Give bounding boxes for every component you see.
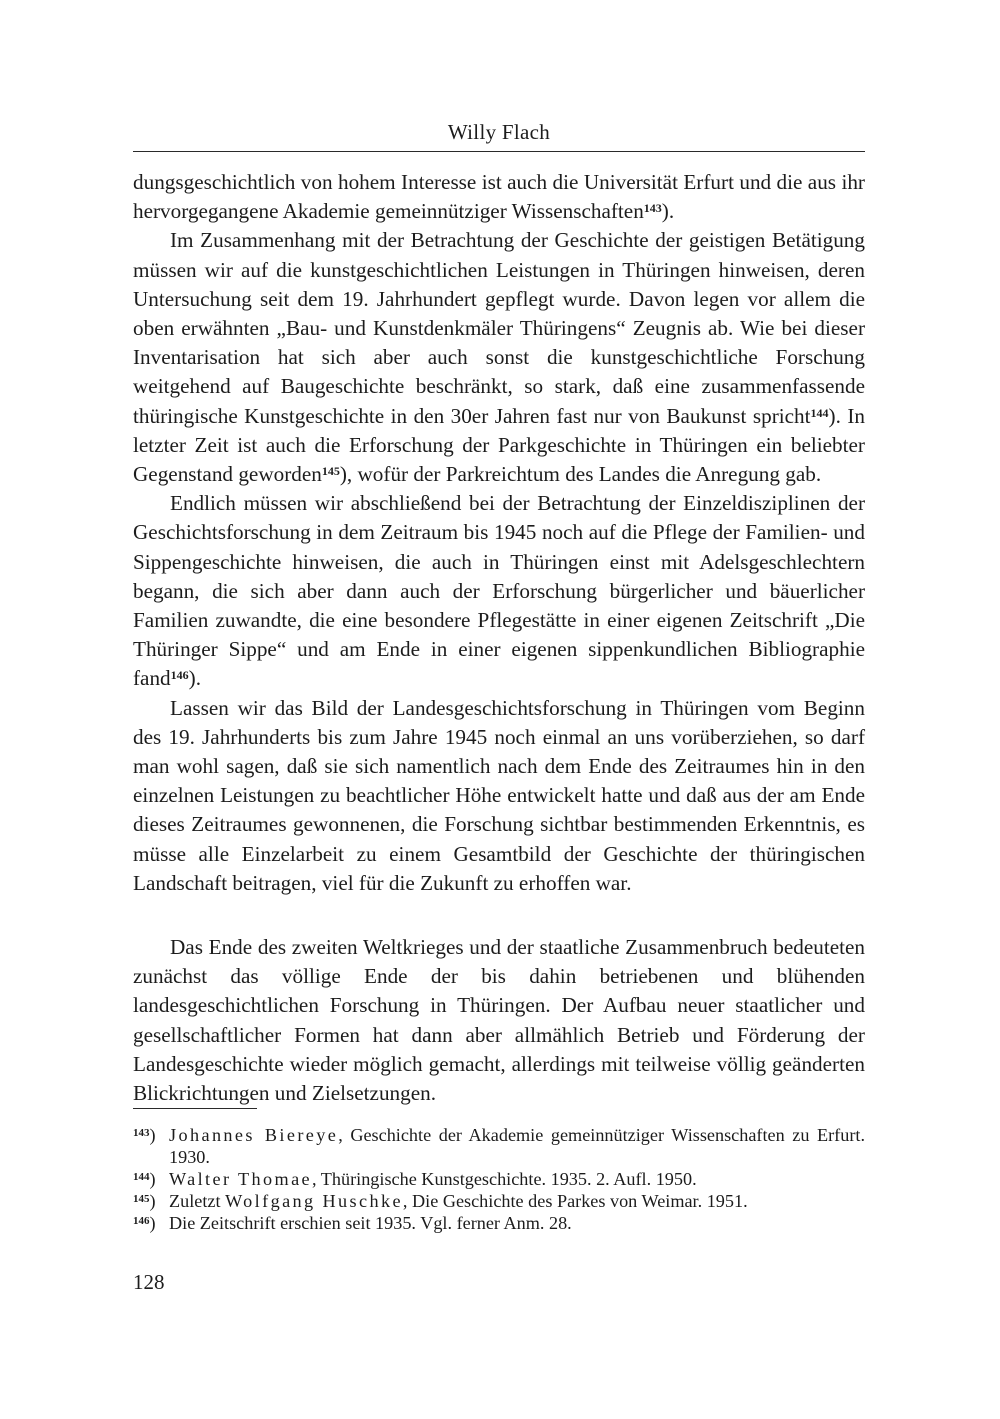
footnote-paren: ) bbox=[149, 1125, 156, 1145]
paragraph bbox=[133, 933, 865, 1108]
footnote-number-digits: 143 bbox=[133, 1127, 150, 1139]
text-run: , Thüringische Kunstgeschichte. 1935. 2. Aufl. 1950. bbox=[312, 1169, 697, 1189]
footnote bbox=[133, 1212, 865, 1234]
author-name: Johannes Biereye bbox=[169, 1125, 339, 1145]
footnote-reference: 144 bbox=[810, 405, 829, 420]
footnote-reference: 145 bbox=[321, 464, 340, 479]
footnote-number bbox=[133, 1168, 156, 1190]
paragraph bbox=[133, 226, 865, 489]
text-run: Im Zusammenhang mit der Betrachtung der Geschichte der geistigen Betätigung müssen wir auf die kunstgeschichtlichen Leistungen in Thüringen hinweisen, deren Untersuchung seit dem 19. Jahrhundert gepflegt wurde. Davon legen vor allem die oben erwähnten „Bau- und Kunstdenkmäler Thüringens“ Zeugnis ab. Wie bei dieser Inventarisation hat sich aber auch sonst die kunstgeschichtliche Forschung weitgehend auf Baugeschichte beschränkt, so stark, daß eine zusammenfassende thüringische Kunstgeschichte in den 30er Jahren fast nur von Baukunst spricht bbox=[133, 228, 865, 428]
footnote-number bbox=[133, 1190, 156, 1212]
text-run: Die Zeitschrift erschien seit 1935. Vgl. ferner Anm. 28. bbox=[169, 1213, 572, 1233]
footnote-number bbox=[133, 1212, 156, 1234]
footnote bbox=[133, 1124, 865, 1168]
footnote-paren: ) bbox=[149, 1191, 156, 1211]
footnote-number-digits: 144 bbox=[133, 1171, 150, 1183]
text-run: dungsgeschichtlich von hohem Interesse ist auch die Universität Erfurt und die aus ihr hervorgegangene Akademie gemeinnütziger Wissenschaften bbox=[133, 170, 865, 224]
text-run: ). In letzter Zeit ist auch die Erforschung der Parkgeschichte in Thüringen ein beliebter Gegenstand geworden bbox=[133, 403, 865, 487]
footnote-rule bbox=[133, 1108, 257, 1109]
text-run: , Geschichte der Akademie gemeinnütziger Wissenschaften zu Erfurt. 1930. bbox=[169, 1125, 865, 1167]
page-number: 128 bbox=[133, 1270, 165, 1294]
text-run: Endlich müssen wir abschließend bei der Betrachtung der Einzeldisziplinen der Geschichtsforschung in dem Zeitraum bis 1945 noch auf die Pflege der Familien- und Sippengeschichte hinweisen, die auch in Thüringen einst mit Adelsgeschlechtern begann, die sich aber dann auch der Erforschung bürgerlicher und bäuerlicher Familien zuwandte, die eine besondere Pflegestätte in einer eigenen Zeitschrift „Die Thüringer Sippe“ und am Ende in einer eigenen sippenkundlichen Bibliographie fand bbox=[133, 491, 865, 691]
body-text bbox=[133, 168, 865, 1108]
author-name: Walter Thomae bbox=[169, 1169, 313, 1189]
footnote-reference: 146 bbox=[170, 668, 189, 683]
text-run: Lassen wir das Bild der Landesgeschichtsforschung in Thüringen vom Beginn des 19. Jahrhunderts bis zum Jahre 1945 noch einmal an uns vorüberziehen, so darf man wohl sagen, daß sie sich namentlich nach dem Ende des Zeitraumes hin in den einzelnen Leistungen zu beachtlicher Höhe entwickelt hatte und daß aus der am Ende dieses Zeitraumes gewonnenen, die Forschung sichtbar bestimmenden Erkenntnis, es müsse alle Einzelarbeit zu einem Gesamtbild der Geschichte der thüringischen Landschaft beitragen, viel für die Zukunft zu erhoffen war. bbox=[133, 695, 865, 895]
footnote-number-digits: 146 bbox=[133, 1215, 150, 1227]
text-run: , Die Geschichte des Parkes von Weimar. 1951. bbox=[402, 1191, 748, 1211]
paragraph bbox=[133, 694, 865, 898]
text-run: Zuletzt bbox=[169, 1191, 226, 1211]
footnote-paren: ) bbox=[149, 1213, 156, 1233]
footnote-reference: 143 bbox=[643, 201, 662, 216]
running-header: Willy Flach bbox=[447, 120, 551, 144]
author-name: Wolfgang Huschke bbox=[225, 1191, 403, 1211]
footnote bbox=[133, 1168, 865, 1190]
text-run: ). bbox=[188, 666, 202, 691]
footnote-paren: ) bbox=[149, 1169, 156, 1189]
paragraph bbox=[133, 168, 865, 226]
footnotes bbox=[133, 1124, 865, 1234]
footnote bbox=[133, 1190, 865, 1212]
header-rule bbox=[133, 151, 865, 152]
paragraph bbox=[133, 489, 865, 693]
text-run: ), wofür der Parkreichtum des Landes die Anregung gab. bbox=[339, 462, 822, 487]
text-run: ). bbox=[661, 199, 675, 224]
text-run: Das Ende des zweiten Weltkrieges und der staatliche Zusammenbruch bedeuteten zunächst das völlige Ende der bis dahin betriebenen und blühenden landesgeschichtlichen Forschung in Thüringen. Der Aufbau neuer staatlicher und gesellschaftlicher Formen hat dann aber allmählich Betrieb und Förderung der Landesgeschichte wieder möglich gemacht, allerdings mit teilweise völlig geänderten Blickrichtungen und Zielsetzungen. bbox=[133, 935, 865, 1106]
footnote-number bbox=[133, 1124, 156, 1146]
footnote-number-digits: 145 bbox=[133, 1193, 150, 1205]
